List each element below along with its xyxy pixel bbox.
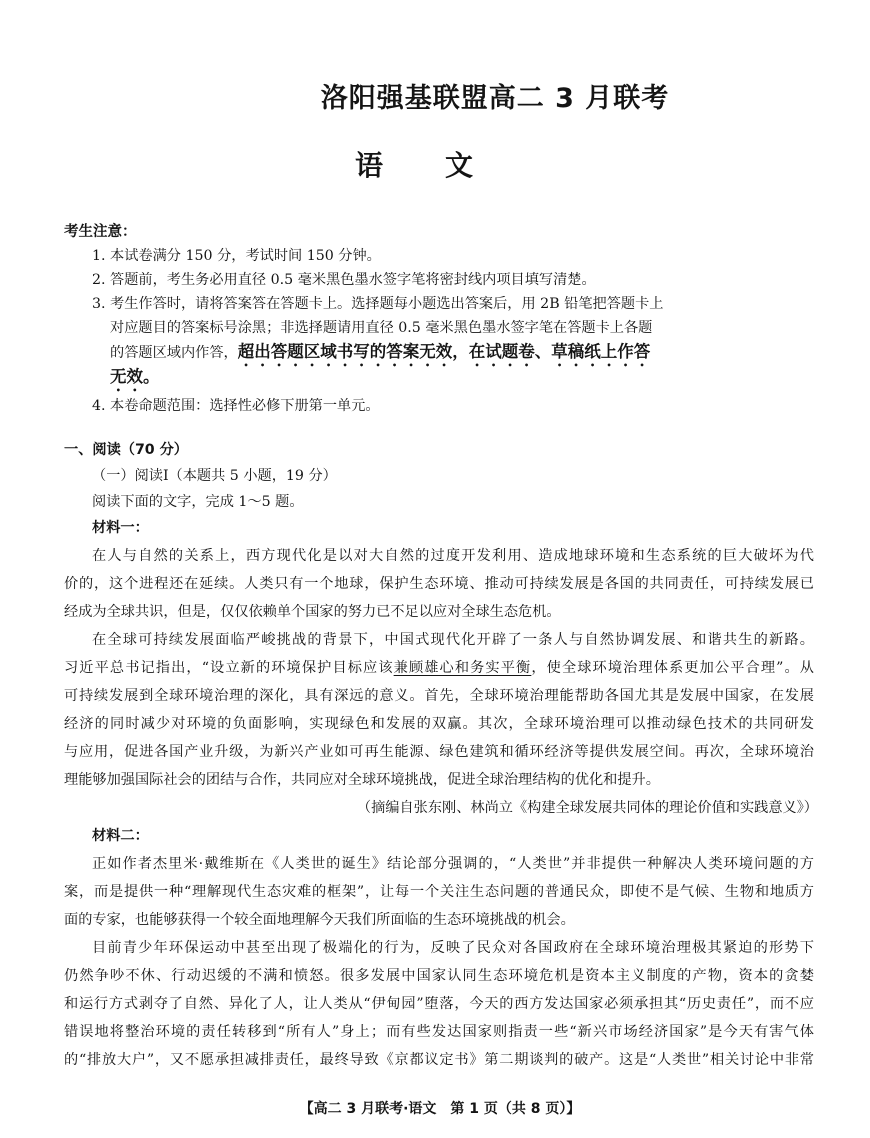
section-heading: 一、阅读（70 分） [64, 442, 188, 458]
material-1-paragraph-1-line-3: 经成为全球共识，但是，仅仅依赖单个国家的努力已不足以应对全球生态危机。 [64, 604, 561, 620]
material-2-paragraph-2-line-4: 错误地将整治环境的责任转移到“所有人”身上；而有些发达国家则指责一些“新兴市场经济国家”是今天有害气体 [64, 1024, 814, 1040]
material-2-paragraph-2-line-2: 仍然争吵不休、行动迟缓的不满和愤怒。很多发展中国家认同生态环境危机是资本主义制度的产物，资本的贪婪 [64, 968, 814, 984]
material-1-label: 材料一： [92, 520, 149, 536]
section-instruction: 阅读下面的文字，完成 1～5 题。 [92, 494, 304, 510]
material-2-paragraph-2-line-1: 目前青少年环保运动中甚至出现了极端化的行为，反映了民众对各国政府在全球环境治理极其紧迫的形势下 [92, 940, 814, 956]
material-2-paragraph-1-line-3: 面的专家，也能够获得一个较全面地理解今天我们所面临的生态环境挑战的机会。 [64, 912, 575, 928]
material-2-label: 材料二： [92, 828, 149, 844]
quote-after: ，使全球环境治理体系更加公平合理”。从 [531, 660, 814, 676]
page-footer: 【高二 3 月联考·语文 第 1 页（共 8 页）】 [299, 1101, 581, 1117]
material-1-paragraph-1-line-1: 在人与自然的关系上，西方现代化是以对大自然的过度开发利用、造成地球环境和生态系统的巨大破坏为代 [92, 548, 814, 564]
notice-item-3-emphasis: 超出答题区域书写的答案无效，在试题卷、草稿纸上作答 [237, 342, 651, 361]
subject-title: 语文 [354, 149, 535, 182]
notice-item-2: 2. 答题前，考生务必用直径 0.5 毫米黑色墨水签字笔将密封线内项目填写清楚。 [92, 272, 596, 288]
notice-item-3-line-3 [110, 342, 650, 370]
material-1-paragraph-2-line-2 [64, 658, 814, 678]
notice-item-3-line-4: 无效。 [110, 367, 160, 386]
notice-item-3-plain: 的答题区域内作答， [110, 345, 238, 361]
exam-title: 洛阳强基联盟高二 3 月联考 [320, 83, 670, 114]
material-1-paragraph-2-line-4: 经济的同时减少对环境的负面影响，实现绿色和发展的双赢。其次，全球环境治理可以推动绿色技术的共同研发 [64, 716, 814, 732]
material-2-paragraph-1-line-1: 正如作者杰里米·戴维斯在《人类世的诞生》结论部分强调的，“人类世”并非提供一种解决人类环境问题的方 [92, 856, 814, 872]
material-1-paragraph-2-line-5: 与应用，促进各国产业升级，为新兴产业如可再生能源、绿色建筑和循环经济等提供发展空间。再次，全球环境治 [64, 744, 814, 760]
material-1-paragraph-2-line-3: 可持续发展到全球环境治理的深化，具有深远的意义。首先，全球环境治理能帮助各国尤其是发展中国家，在发展 [64, 688, 814, 704]
section-sub-heading: （一）阅读Ⅰ（本题共 5 小题，19 分） [92, 468, 337, 484]
notice-heading: 考生注意： [64, 224, 137, 240]
material-1-paragraph-1-line-2: 价的，这个进程还在延续。人类只有一个地球，保护生态环境、推动可持续发展是各国的共同责任，可持续发展已 [64, 576, 814, 592]
material-2-paragraph-1-line-2: 案，而是提供一种“理解现代生态灾难的框架”，让每一个关注生态问题的普通民众，即使不是气候、生物和地质方 [64, 884, 814, 900]
material-2-paragraph-2-line-5: 的“排放大户”，又不愿承担减排责任，最终导致《京都议定书》第二期谈判的破产。这是“人类世”相关讨论中非常 [64, 1052, 814, 1068]
quote-before: 习近平总书记指出，“设立新的环境保护目标应该 [64, 660, 394, 676]
material-1-source: （摘编自张东刚、林尚立《构建全球发展共同体的理论价值和实践意义》） [356, 800, 818, 816]
notice-item-3-line-1: 3. 考生作答时，请将答案答在答题卡上。选择题每小题选出答案后，用 2B 铅笔把答题卡上 [92, 296, 664, 312]
underlined-phrase: 兼顾雄心和务实平衡 [393, 660, 532, 676]
material-1-paragraph-2-line-6: 理能够加强国际社会的团结与合作，共同应对全球环境挑战，促进全球治理结构的优化和提升。 [64, 772, 660, 788]
notice-item-4: 4. 本卷命题范围：选择性必修下册第一单元。 [92, 398, 380, 414]
material-2-paragraph-2-line-3: 和运行方式剥夺了自然、异化了人，让人类从“伊甸园”堕落，今天的西方发达国家必须承担其“历史责任”，而不应 [64, 996, 814, 1012]
notice-item-3-line-2: 对应题目的答案标号涂黑；非选择题请用直径 0.5 毫米黑色墨水签字笔在答题卡上各题 [110, 320, 653, 336]
notice-item-1: 1. 本试卷满分 150 分，考试时间 150 分钟。 [92, 248, 381, 264]
material-1-paragraph-2-line-1: 在全球可持续发展面临严峻挑战的背景下，中国式现代化开辟了一条人与自然协调发展、和谐共生的新路。 [92, 632, 814, 648]
